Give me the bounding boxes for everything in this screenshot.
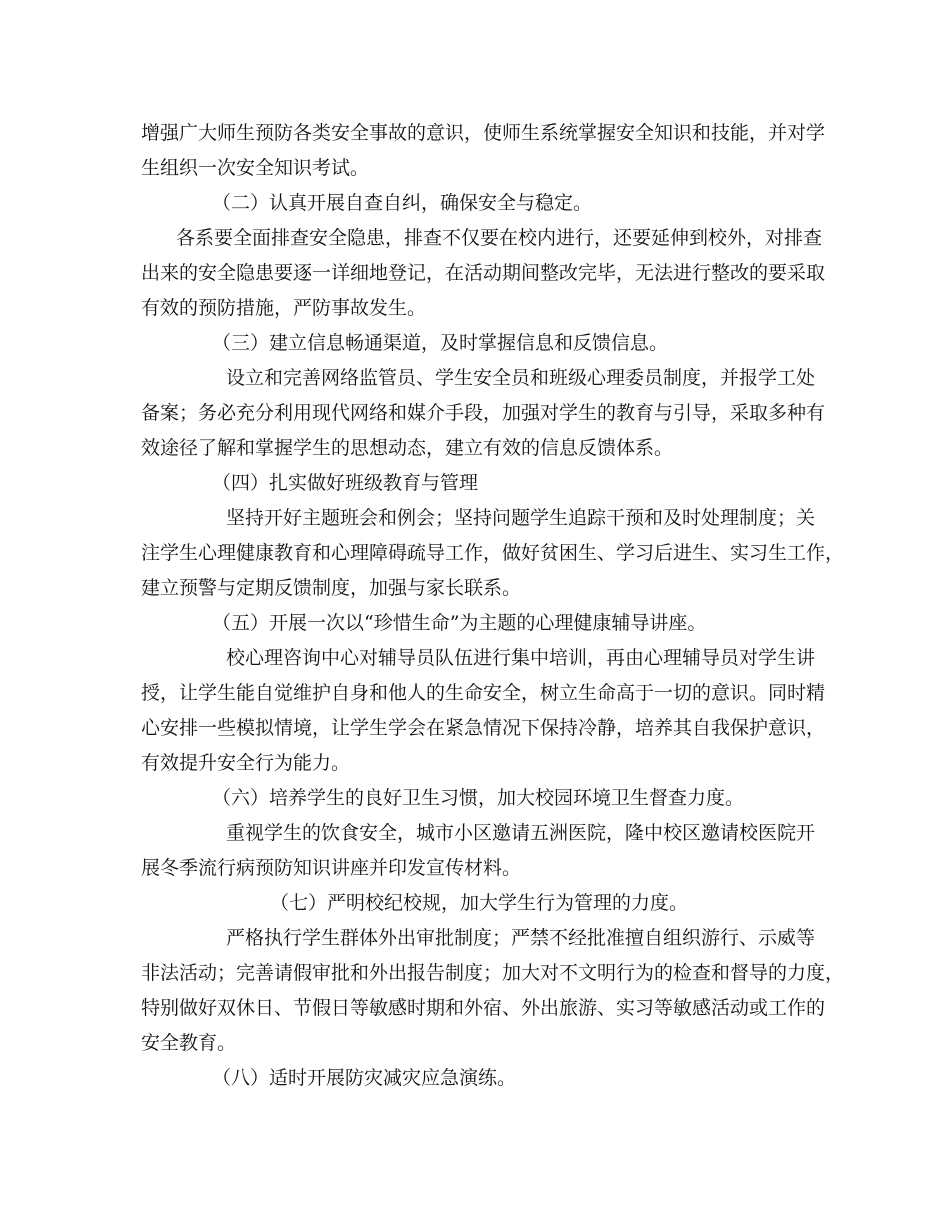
section-heading: （五）开展一次以“珍惜生命”为主题的心理健康辅导讲座。 <box>212 612 707 634</box>
section-heading: （七）严明校纪校规，加大学生行为管理的力度。 <box>270 892 689 914</box>
body-text-line: 增强广大师生预防各类安全事故的意识，使师生系统掌握安全知识和技能，并对学 <box>141 122 826 144</box>
body-text-line: 严格执行学生群体外出审批制度；严禁不经批准擅自组织游行、示威等 <box>226 927 816 949</box>
body-text-line: 建立预警与定期反馈制度，加强与家长联系。 <box>141 577 522 599</box>
body-text-line: 效途径了解和掌握学生的思想动态，建立有效的信息反馈体系。 <box>141 437 674 459</box>
body-text-line: 有效提升安全行为能力。 <box>141 752 351 774</box>
body-text-line: 校心理咨询中心对辅导员队伍进行集中培训，再由心理辅导员对学生讲 <box>226 647 816 669</box>
body-text-line: 展冬季流行病预防知识讲座并印发宣传材料。 <box>141 857 522 879</box>
body-text-line: 非法活动；完善请假审批和外出报告制度；加大对不文明行为的检查和督导的力度， <box>141 962 845 984</box>
body-text-line: 特别做好双休日、节假日等敏感时期和外宿、外出旅游、实习等敏感活动或工作的 <box>141 997 826 1019</box>
body-text-line: 各系要全面排查安全隐患，排查不仅要在校内进行，还要延伸到校外，对排查 <box>176 227 823 249</box>
body-text-line: 生组织一次安全知识考试。 <box>141 157 370 179</box>
body-text-line: 心安排一些模拟情境，让学生学会在紧急情况下保持冷静，培养其自我保护意识， <box>141 717 826 739</box>
body-text-line: 授，让学生能自觉维护自身和他人的生命安全，树立生命高于一切的意识。同时精 <box>141 682 826 704</box>
body-text-line: 坚持开好主题班会和例会；坚持问题学生追踪干预和及时处理制度；关 <box>226 507 816 529</box>
body-text-line: 出来的安全隐患要逐一详细地登记，在活动期间整改完毕，无法进行整改的要采取 <box>141 262 826 284</box>
section-heading: （四）扎实做好班级教育与管理 <box>212 472 479 494</box>
body-text-line: 设立和完善网络监管员、学生安全员和班级心理委员制度，并报学工处 <box>226 367 816 389</box>
section-heading: （八）适时开展防灾减灾应急演练。 <box>212 1067 517 1089</box>
body-text-line: 备案；务必充分利用现代网络和媒介手段，加强对学生的教育与引导，采取多种有 <box>141 402 826 424</box>
body-text-line: 注学生心理健康教育和心理障碍疏导工作，做好贫困生、学习后进生、实习生工作， <box>141 542 845 564</box>
body-text-line: 安全教育。 <box>141 1032 237 1054</box>
section-heading: （三）建立信息畅通渠道，及时掌握信息和反馈信息。 <box>212 332 669 354</box>
body-text-line: 有效的预防措施，严防事故发生。 <box>141 297 427 319</box>
body-text-line: 重视学生的饮食安全，城市小区邀请五洲医院，隆中校区邀请校医院开 <box>226 822 816 844</box>
section-heading: （二）认真开展自查自纠，确保安全与稳定。 <box>212 192 593 214</box>
section-heading: （六）培养学生的良好卫生习惯，加大校园环境卫生督查力度。 <box>212 787 745 809</box>
